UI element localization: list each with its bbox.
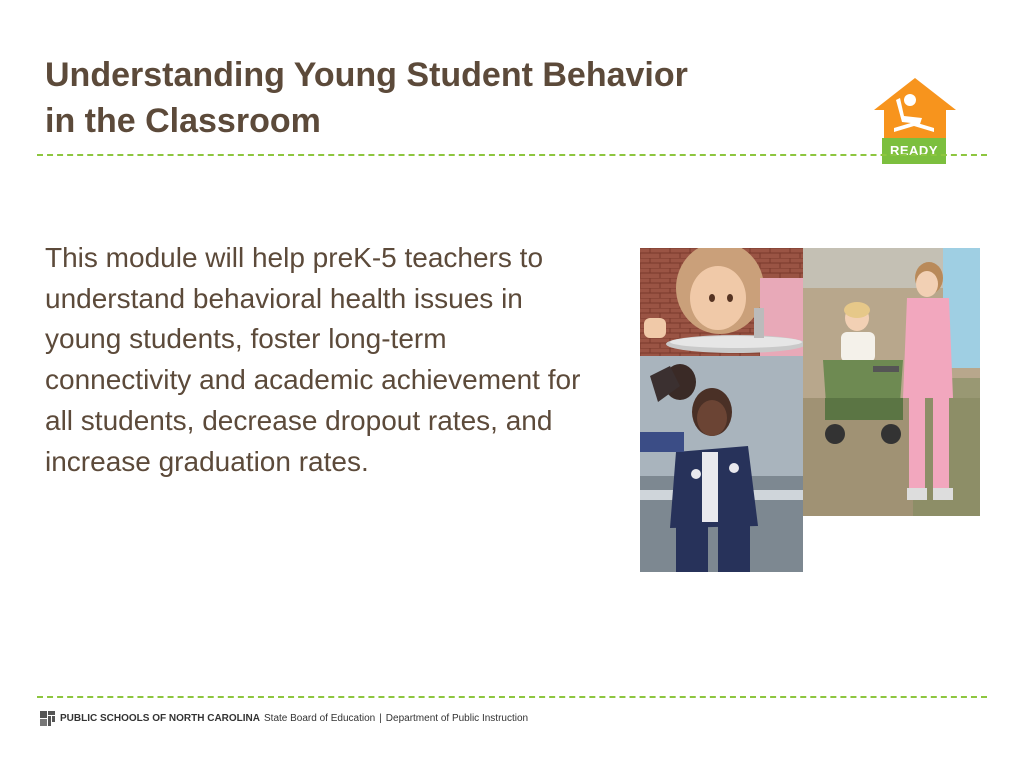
slide-title [45,52,825,144]
footer [39,708,528,728]
footer-department: Department of Public Instruction [385,712,529,724]
footer-board: State Board of Education [264,712,376,724]
module-description: This module will help preK-5 teachers to understand behavioral health issues in young students, foster long-term connectivity and academic achievement for all students, decrease dropout rates, and increase graduation rates. [45,242,581,477]
title-line-2: in the Classroom [45,102,321,140]
nc-seal-icon [39,710,56,727]
footer-org: PUBLIC SCHOOLS OF NORTH CAROLINA [60,712,260,724]
title-line-1: Understanding Young Student Behavior [45,56,688,94]
boy-playground-photo [640,356,803,572]
top-divider [37,154,987,156]
house-reader-icon [872,76,958,146]
girls-wagon-photo [803,248,980,516]
ready-logo [872,76,958,166]
bottom-divider [37,696,987,698]
girl-drinking-fountain-photo [640,248,803,356]
footer-separator: | [379,712,382,724]
ready-banner: READY [882,138,946,164]
